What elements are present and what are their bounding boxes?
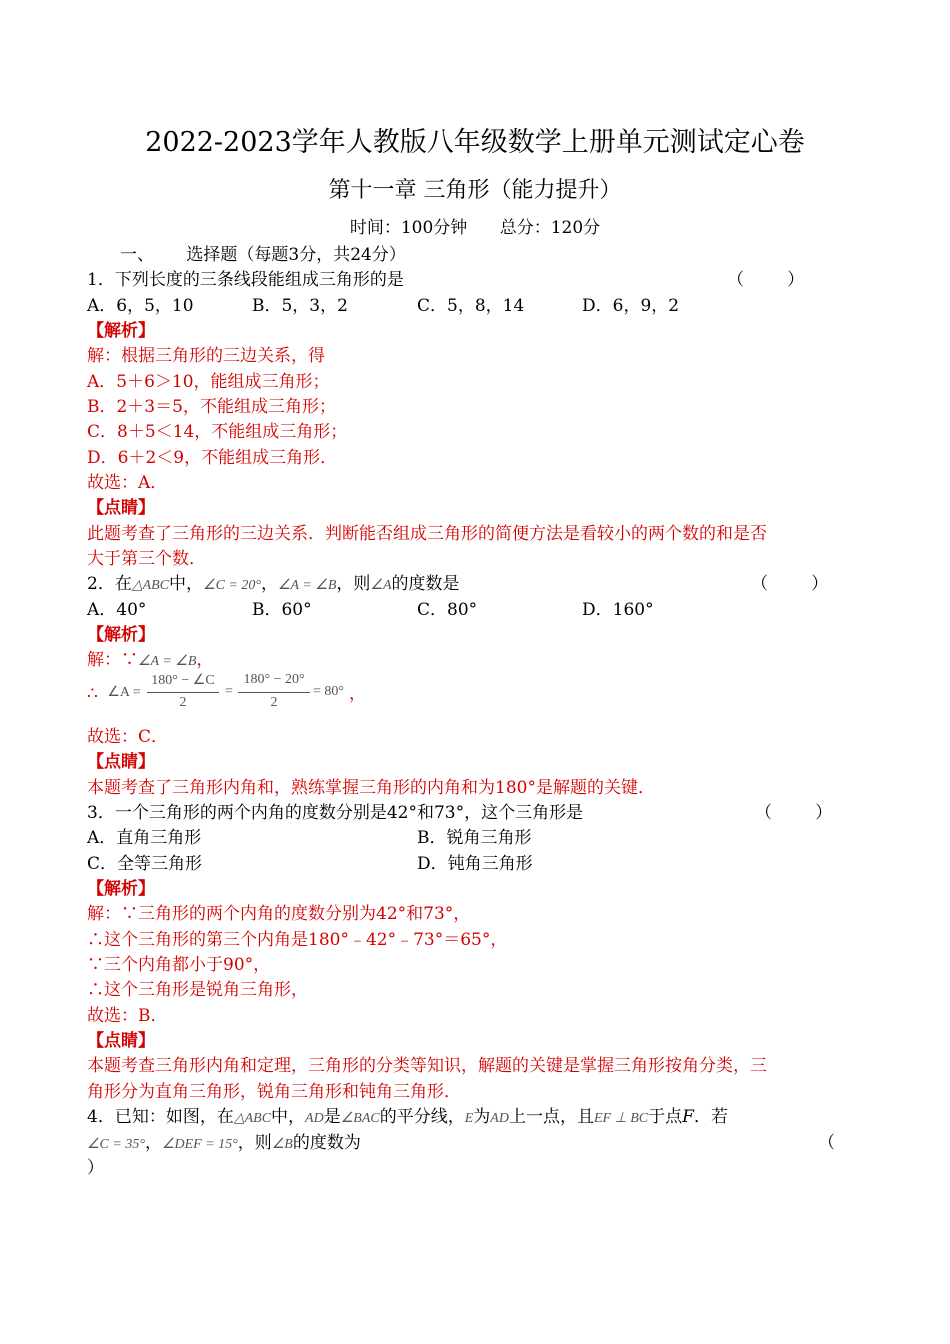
q2-stem-text: 中， <box>169 574 204 594</box>
q2-stem-text: ，则 <box>336 574 371 594</box>
q1-analysis-line: 解：根据三角形的三边关系，得 <box>87 346 325 366</box>
q2-eq2: = 80° <box>313 684 344 699</box>
q2-frac1-bar <box>147 692 219 693</box>
q4-text: ，则 <box>237 1133 272 1153</box>
q4-text: 中， <box>271 1107 306 1127</box>
q3-comment-line: 本题考查三角形内角和定理，三角形的分类等知识，解题的关键是掌握三角形按角分类，三 <box>87 1056 767 1076</box>
q2-option-b: B．60° <box>252 600 312 620</box>
q4-math: AD <box>490 1111 509 1126</box>
q1-analysis-line: D．6＋2＜9，不能组成三角形． <box>87 448 338 468</box>
q2-stem-text: 的度数是 <box>391 574 460 594</box>
document-subtitle: 第十一章 三角形（能力提升） <box>328 178 622 203</box>
q4-math: △ABC <box>233 1111 272 1126</box>
q3-analysis-line: 解：∵三角形的两个内角的度数分别为42°和73°， <box>87 904 471 924</box>
q3-answer: 故选：B． <box>87 1006 168 1026</box>
q1-analysis-line: C．8＋5＜14，不能组成三角形； <box>87 422 348 442</box>
q2-analysis-text: 解：∵ <box>87 650 138 670</box>
q1-analysis-label: 【解析】 <box>87 321 155 341</box>
q4-text: 于点 <box>648 1107 683 1127</box>
q3-option-b: B．锐角三角形 <box>417 828 532 848</box>
q3-option-c: C．全等三角形 <box>87 854 203 874</box>
q2-math: △ABC <box>131 578 170 593</box>
q2-option-c: C．80° <box>417 600 478 620</box>
q1-comment-label: 【点睛】 <box>87 498 155 518</box>
q4-text: ．若 <box>693 1107 728 1127</box>
q1-option-a: A．6，5，10 <box>87 296 194 316</box>
q2-comment-line: 本题考查了三角形内角和，熟练掌握三角形的内角和为180°是解题的关键． <box>87 778 655 798</box>
q2-analysis-line <box>87 649 213 673</box>
q2-analysis-prefix: ∴ <box>87 684 98 704</box>
q4-math: ∠C = 35° <box>87 1137 145 1152</box>
q1-answer-bracket: （ ） <box>727 270 805 290</box>
q4-stem-line1 <box>87 1106 728 1130</box>
q2-lhs: ∠A = <box>107 685 141 700</box>
q2-eq1: = <box>225 684 233 699</box>
q3-analysis-line: ∵三个内角都小于90°， <box>87 955 271 975</box>
document-meta: 时间：100分钟 总分：120分 <box>349 218 601 238</box>
q2-answer-bracket: （ ） <box>751 574 829 594</box>
q4-math: EF ⊥ BC <box>593 1111 649 1126</box>
q2-math: ∠A <box>370 578 392 593</box>
q2-analysis-math: ∠A = ∠B <box>138 654 197 669</box>
q4-bracket-open: （ <box>818 1133 835 1153</box>
q4-text: 上一点，且 <box>508 1107 594 1127</box>
q2-stem-text: ， <box>260 574 278 594</box>
q1-stem: 1．下列长度的三条线段能组成三角形的是 <box>87 270 404 290</box>
q4-stem-line2 <box>87 1132 361 1156</box>
q2-frac2-numerator: 180° − 20° <box>243 672 305 687</box>
q4-text: 的平分线， <box>379 1107 465 1127</box>
q3-stem: 3．一个三角形的两个内角的度数分别是42°和73°，这个三角形是 <box>87 803 584 823</box>
q1-comment-line: 此题考查了三角形的三边关系．判断能否组成三角形的简便方法是看较小的两个数的和是否 <box>87 524 767 544</box>
q4-math: ∠DEF = 15° <box>161 1137 238 1152</box>
q2-stem-text: 2．在 <box>87 574 132 594</box>
q4-text: 4．已知：如图，在 <box>87 1107 234 1127</box>
q2-frac2-bar <box>238 692 310 693</box>
q1-option-b: B．5，3，2 <box>252 296 348 316</box>
q3-comment-label: 【点睛】 <box>87 1031 155 1051</box>
q4-math: ∠B <box>271 1137 293 1152</box>
q3-option-a: A．直角三角形 <box>87 828 202 848</box>
q2-analysis-label: 【解析】 <box>87 625 155 645</box>
q2-answer: 故选：C． <box>87 727 169 747</box>
q2-comment-label: 【点睛】 <box>87 752 155 772</box>
q3-analysis-line: ∴这个三角形的第三个内角是180°﹣42°﹣73°＝65°， <box>87 930 508 950</box>
q2-stem <box>87 573 460 597</box>
q1-option-d: D．6，9，2 <box>582 296 680 316</box>
q4-math: ∠BAC <box>340 1111 380 1126</box>
q4-text: 为 <box>473 1107 491 1127</box>
q3-answer-bracket: （ ） <box>755 803 833 823</box>
q4-text: 的度数为 <box>292 1133 361 1153</box>
q2-math: ∠C = 20° <box>203 578 261 593</box>
q2-math: ∠A = ∠B <box>277 578 337 593</box>
q4-bracket-close: ） <box>87 1158 104 1178</box>
q4-text: 是 <box>323 1107 341 1127</box>
q1-analysis-line: A．5＋6＞10，能组成三角形； <box>87 372 330 392</box>
document-title: 2022-2023学年人教版八年级数学上册单元测试定心卷 <box>145 127 805 158</box>
q2-frac1-numerator: 180° − ∠C <box>151 673 215 688</box>
q2-frac1-denominator: 2 <box>179 695 187 710</box>
q2-frac2-denominator: 2 <box>270 695 278 710</box>
q4-text: F <box>682 1107 694 1127</box>
q1-analysis-line: B．2＋3＝5，不能组成三角形； <box>87 397 336 417</box>
q2-option-a: A．40° <box>87 600 147 620</box>
q3-analysis-label: 【解析】 <box>87 879 155 899</box>
q3-analysis-line: ∴这个三角形是锐角三角形， <box>87 980 308 1000</box>
q1-answer: 故选：A． <box>87 473 168 493</box>
q4-math: AD <box>305 1111 324 1126</box>
q1-option-c: C．5，8，14 <box>417 296 525 316</box>
q1-comment-line: 大于第三个数． <box>87 549 206 569</box>
q3-option-d: D．钝角三角形 <box>417 854 533 874</box>
section-heading: 一、 选择题（每题3分，共24分） <box>120 245 406 265</box>
q2-option-d: D．160° <box>582 600 654 620</box>
q2-analysis-text: ， <box>196 650 214 670</box>
q3-comment-line: 角形分为直角三角形，锐角三角形和钝角三角形． <box>87 1082 461 1102</box>
q4-text: ， <box>144 1133 162 1153</box>
q2-analysis-suffix: ， <box>349 684 366 704</box>
q4-math: E <box>464 1111 474 1126</box>
